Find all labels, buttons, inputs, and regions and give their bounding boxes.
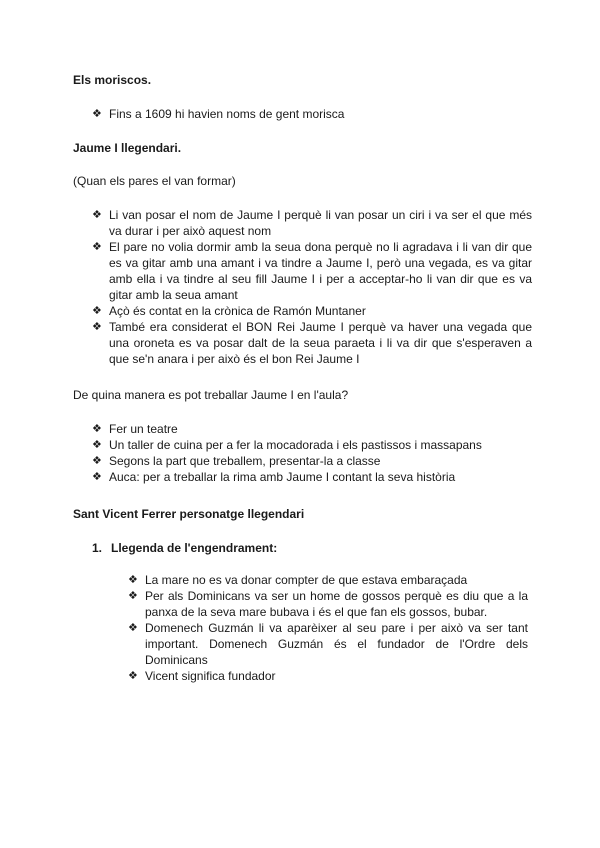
bullet-icon: ❖ [92,321,102,333]
jaume-question: De quina manera es pot treballar Jaume I en l'aula? [73,388,349,402]
jaume-question-list [92,421,532,485]
list-item: ❖ Fer un teatre [92,422,178,436]
bullet-icon: ❖ [92,439,102,451]
list-item: ❖ Per als Dominicans va ser un home de gossos perquè es diu que a la panxa de la seva mare bubava i és el que fan els gossos, bubar. [128,589,528,619]
list-item: ❖ Auca: per a treballar la rima amb Jaume I contant la seva història [92,470,456,484]
subheading-number: 1. [92,541,103,555]
bullet-icon: ❖ [128,622,138,634]
bullet-icon: ❖ [92,423,102,435]
list-item: ❖ També era considerat el BON Rei Jaume I perquè va haver una vegada que una oroneta es va posar dalt de la seua paraeta i li va dir que s'esperaven a que se'n anara i per això és el bon Rei Jaume I [92,320,532,366]
jaume-list [92,207,532,367]
bullet-icon: ❖ [128,670,138,682]
moriscos-list [92,106,532,122]
list-item: ❖ Vicent significa fundador [128,669,276,683]
bullet-icon: ❖ [92,241,102,253]
subheading-text: Llegenda de l'engendrament: [111,541,278,555]
jaume-intro: (Quan els pares el van formar) [73,174,236,188]
list-item: ❖ La mare no es va donar compter de que estava embaraçada [128,573,468,587]
heading-sant-vicent: Sant Vicent Ferrer personatge llegendari [73,507,305,521]
list-item: ❖ Li van posar el nom de Jaume I perquè li van posar un ciri i va ser el que més va durar i per això aquest nom [92,208,532,238]
bullet-icon: ❖ [92,471,102,483]
bullet-icon: ❖ [128,574,138,586]
list-item: ❖ Fins a 1609 hi havien noms de gent morisca [92,107,345,121]
list-item: ❖ Segons la part que treballem, presentar-la a classe [92,454,381,468]
heading-moriscos: Els moriscos. [73,73,152,87]
heading-jaume-llegendari: Jaume I llegendari. [73,141,182,155]
list-item: ❖ El pare no volia dormir amb la seua dona perquè no li agradava i li van dir que es va gitar amb una amant i va tindre a Jaume I, però una vegada, es va gitar amb ella i va tindre al seu fill Jaume I i per a acceptar-ho li van dir que es va gitar amb la seua amant [92,240,532,302]
vicent-list [128,572,528,684]
subheading-llegenda [92,540,277,556]
bullet-icon: ❖ [92,108,102,120]
bullet-icon: ❖ [92,305,102,317]
list-item: ❖ Un taller de cuina per a fer la mocadorada i els pastissos i massapans [92,438,482,452]
list-item: ❖ Domenech Guzmán li va aparèixer al seu pare i per això va ser tant important. Domenech Guzmán és el fundador de l'Ordre dels Dominicans [128,621,528,667]
bullet-icon: ❖ [128,590,138,602]
list-item: ❖ Açò és contat en la crònica de Ramón Muntaner [92,304,366,318]
bullet-icon: ❖ [92,209,102,221]
bullet-icon: ❖ [92,455,102,467]
